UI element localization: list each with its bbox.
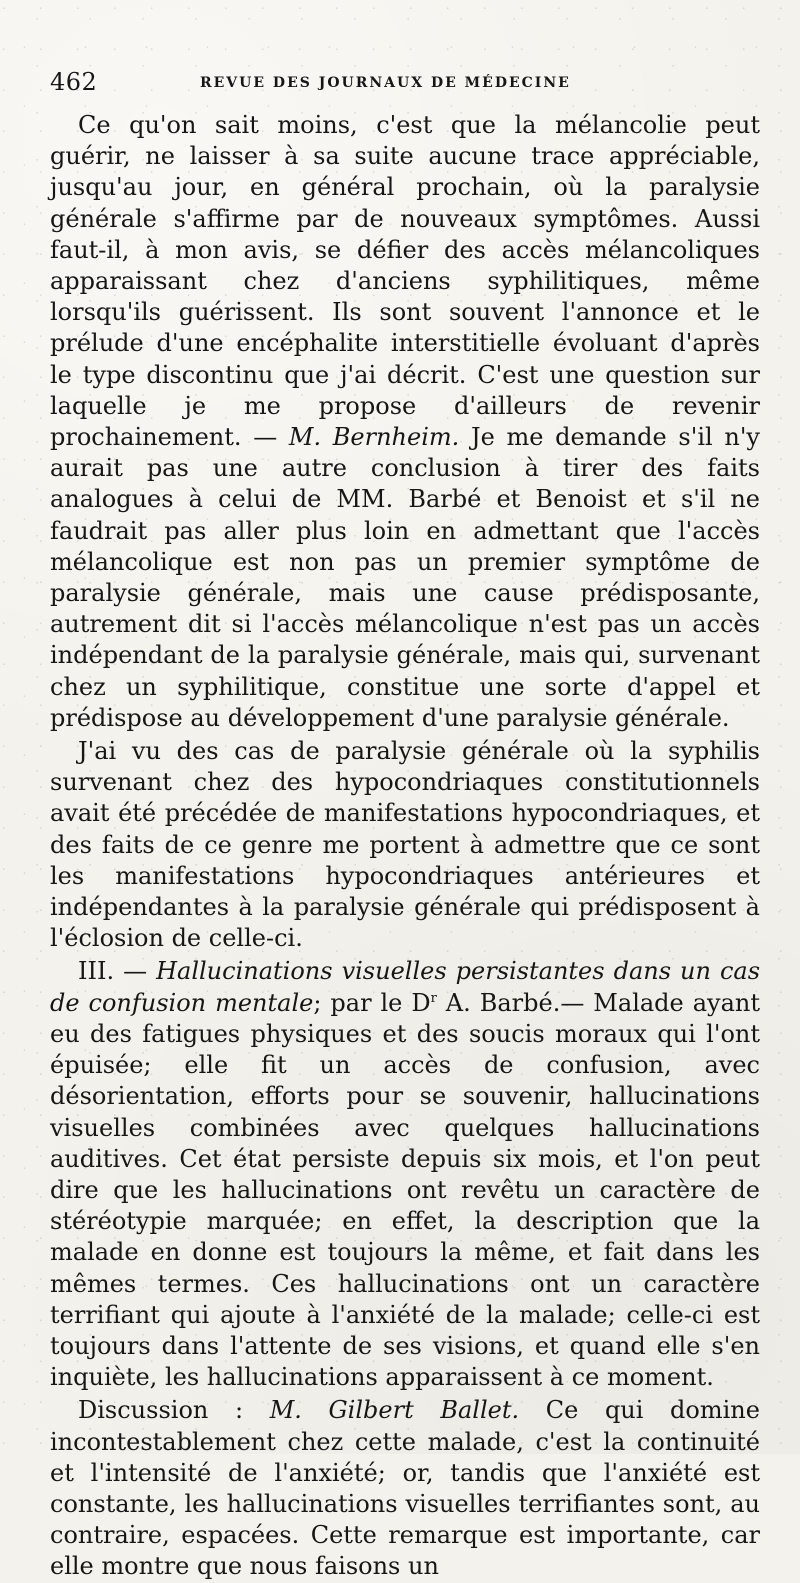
paragraph-text: J'ai vu des cas de paralysie générale où la syphilis survenant chez des hypocondriaques constitutionnels avait été précédée de manifestations hypocondriaques, et des faits de ce genre me portent à admettre que ce sont les manifestations hypocondriaques antérieures et indépendantes à la paralysie générale qui prédisposent à l'éclosion de celle-ci. [50, 737, 760, 953]
section-title: Hallucinations visuelles persistantes dans un cas de confusion mentale [50, 957, 761, 1017]
author-prefix: ; par le D [313, 988, 431, 1017]
speaker-name: M. Bernheim. [288, 423, 460, 452]
section-text: A. Barbé.— Malade ayant eu des fatigues physiques et des soucis moraux qui l'ont épuisée; elle fit un accès de confusion, avec désorientation, efforts pour se souvenir, hallucinations visuelles combinées avec quelques hallucinations auditives. Cet état persiste depuis six mois, et l'on peut dire que les hallucinations ont revêtu un caractère de stéréotypie marquée; en effet, la description que la malade en donne est toujours la même, et fait dans les mêmes termes. Ces hallucinations ont un caractère terrifiant qui ajoute à l'anxiété de la malade; celle-ci est toujours dans l'attente de ses visions, et quand elle s'en inquiète, les hallucinations apparaissent à ce moment. [50, 988, 760, 1392]
author-superscript: r [430, 990, 437, 1006]
running-header [50, 62, 760, 98]
speaker-name: M. Gilbert Ballet. [269, 1396, 520, 1425]
discussion-label: Discussion : [78, 1396, 244, 1425]
paragraph-melancholia [50, 110, 760, 734]
discussion-text: Ce qui domine incontestablement chez cette malade, c'est la continuité et l'intensité de l'anxiété; or, tandis que l'anxiété est constante, les hallucinations visuelles terrifiantes sont, au contraire, espacées. Cette remarque est importante, car elle montre que nous faisons un [50, 1396, 760, 1581]
article-body [50, 110, 760, 1583]
paragraph-text: Je me demande s'il n'y aurait pas une autre conclusion à tirer des faits analogues à celui de MM. Barbé et Benoist et s'il ne faudrait pas aller plus loin en admettant que l'accès mélancolique est non pas un premier symptôme de paralysie générale, mais une cause prédisposante, autrement dit si l'accès mélancolique n'est pas un accès indépendant de la paralysie générale, mais qui, survenant chez un syphilitique, constitue une sorte d'appel et prédispose au développement d'une paralysie générale. [50, 423, 760, 732]
paragraph-hypocondria [50, 736, 760, 954]
paragraph-text: Ce qu'on sait moins, c'est que la mélancolie peut guérir, ne laisser à sa suite aucune trace appréciable, jusqu'au jour, en général prochain, où la paralysie générale s'affirme par de nouveaux symptômes. Aussi faut-il, à mon avis, se défier des accès mélancoliques apparaissant chez d'anciens syphilitiques, même lorsqu'ils guérissent. Ils sont souvent l'annonce et le prélude d'une encéphalite interstitielle évoluant d'après le type discontinu que j'ai décrit. C'est une question sur laquelle je me propose d'ailleurs de revenir prochainement. — [50, 111, 760, 452]
page-number: 462 [50, 68, 98, 96]
journal-title: REVUE DES JOURNAUX DE MÉDECINE [200, 75, 571, 91]
discussion-paragraph [50, 1395, 760, 1582]
section-iii [50, 956, 760, 1393]
section-number: III. — [78, 957, 148, 986]
